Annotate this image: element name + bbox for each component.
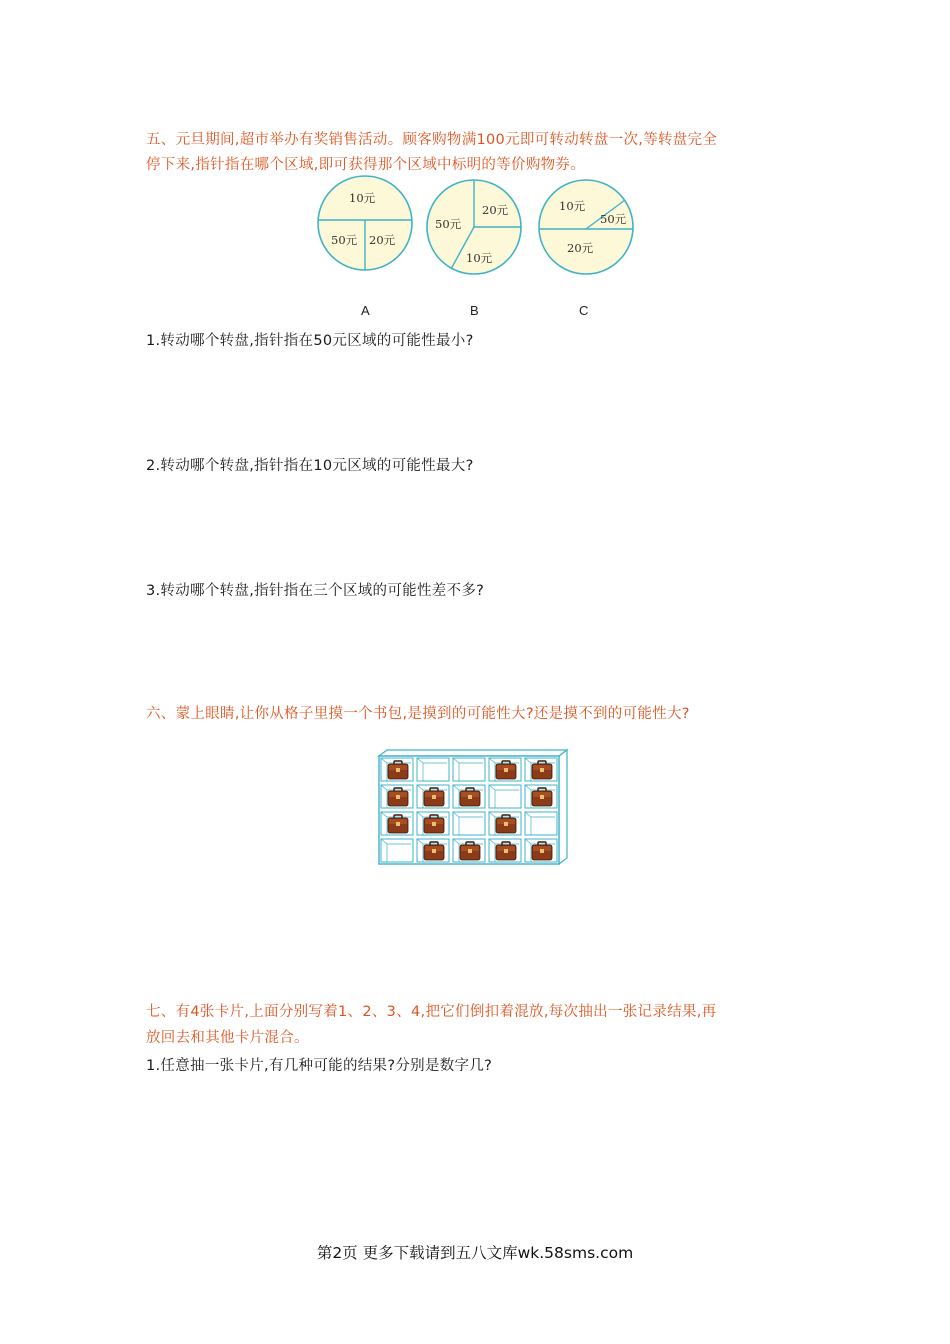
section6-question: 六、蒙上眼睛,让你从格子里摸一个书包,是摸到的可能性大?还是摸不到的可能性大? bbox=[146, 706, 690, 722]
spinner-a bbox=[316, 174, 414, 272]
bookbag-clasp bbox=[540, 849, 544, 853]
shelf-side bbox=[559, 750, 567, 864]
bookbag-clasp bbox=[396, 795, 400, 799]
spinner-b-caption: B bbox=[470, 303, 479, 318]
bookbag-clasp bbox=[540, 768, 544, 772]
bookbag-shelf bbox=[377, 744, 573, 870]
spinner-c-label-50: 50元 bbox=[600, 212, 627, 226]
section5-question-line1: 五、元旦期间,超市举办有奖销售活动。顾客购物满100元即可转动转盘一次,等转盘完全 bbox=[146, 132, 718, 148]
spinner-b-label-50: 50元 bbox=[435, 217, 462, 231]
bookbag-clasp bbox=[504, 849, 508, 853]
bookbag-clasp bbox=[504, 822, 508, 826]
bookbag-clasp bbox=[432, 822, 436, 826]
section5-q2: 2.转动哪个转盘,指针指在10元区域的可能性最大? bbox=[146, 458, 474, 474]
section7-question-line2: 放回去和其他卡片混合。 bbox=[146, 1030, 309, 1046]
spinner-a-label-10: 10元 bbox=[349, 191, 376, 205]
spinner-c-label-20: 20元 bbox=[567, 241, 594, 255]
section5-q3: 3.转动哪个转盘,指针指在三个区域的可能性差不多? bbox=[146, 583, 485, 599]
spinner-c-caption: C bbox=[579, 303, 589, 318]
spinner-a-label-50: 50元 bbox=[331, 233, 358, 247]
section7-q1: 1.任意抽一张卡片,有几种可能的结果?分别是数字几? bbox=[146, 1058, 493, 1074]
bookbag-clasp bbox=[396, 822, 400, 826]
bookbag-clasp bbox=[504, 768, 508, 772]
spinner-a-caption: A bbox=[361, 303, 370, 318]
bookbag-clasp bbox=[432, 849, 436, 853]
section7-question-line1: 七、有4张卡片,上面分别写着1、2、3、4,把它们倒扣着混放,每次抽出一张记录结果,再 bbox=[146, 1004, 717, 1020]
section5-question-line2: 停下来,指针指在哪个区域,即可获得那个区域中标明的等价购物券。 bbox=[146, 157, 586, 173]
bookbag-clasp bbox=[396, 768, 400, 772]
bookbag-clasp bbox=[468, 849, 472, 853]
bookbag-clasp bbox=[432, 795, 436, 799]
shelf-top bbox=[379, 750, 567, 756]
section5-q1: 1.转动哪个转盘,指针指在50元区域的可能性最小? bbox=[146, 333, 474, 349]
spinner-b bbox=[425, 178, 523, 276]
spinner-b-label-10: 10元 bbox=[466, 251, 493, 265]
spinner-c bbox=[537, 178, 635, 276]
spinner-c-label-10: 10元 bbox=[559, 199, 586, 213]
page-footer: 第2页 更多下载请到五八文库wk.58sms.com bbox=[316, 1244, 634, 1262]
bookbag-clasp bbox=[468, 795, 472, 799]
spinner-a-label-20: 20元 bbox=[369, 233, 396, 247]
bookbag-clasp bbox=[540, 795, 544, 799]
spinner-b-label-20: 20元 bbox=[482, 203, 509, 217]
